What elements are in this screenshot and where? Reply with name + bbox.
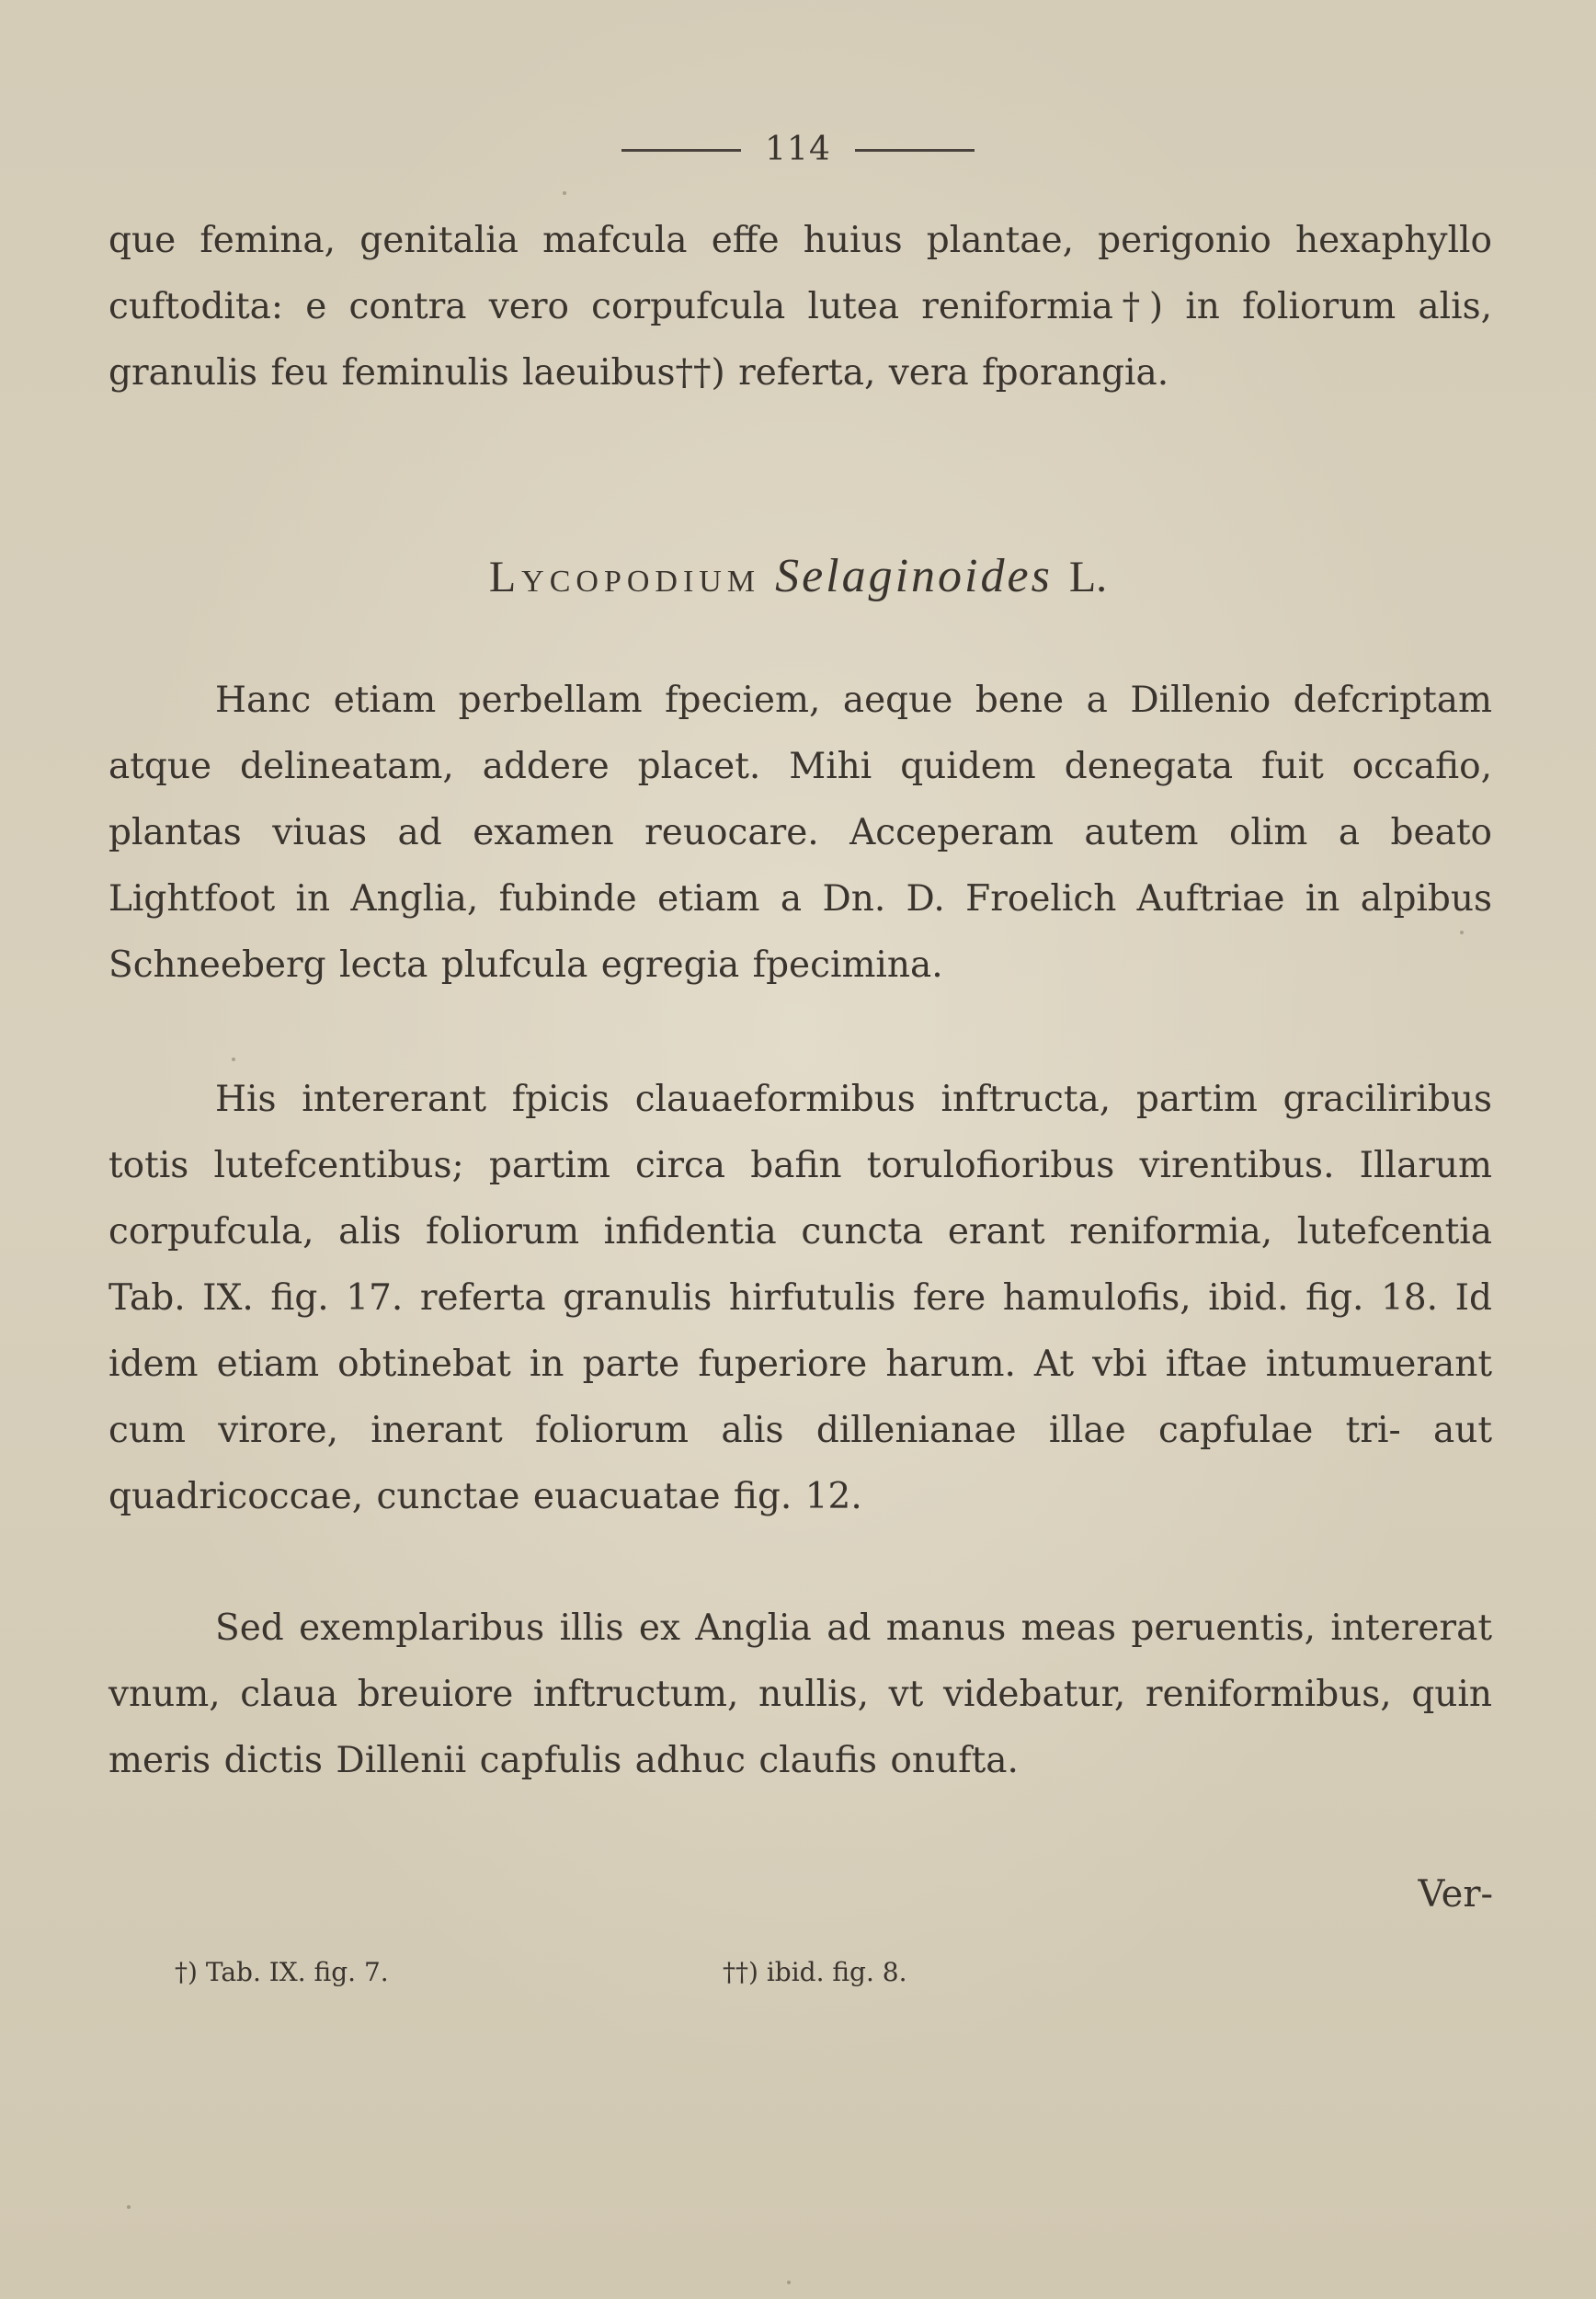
paper-speck (563, 191, 566, 195)
paper-speck (787, 2281, 791, 2284)
paragraph-text: Hanc etiam perbellam fpeciem, aeque bene a Dillenio defcriptam atque delineatam, addere placet. Mihi quidem denegata fuit occafio, plantas viuas ad examen reuocare. Acceperam autem olim a beato Lightfoot in Anglia, fubinde etiam a Dn. D. Froelich Auftriae in alpibus Schneeberg lecta plufcula egregia fpecimina. (108, 680, 1492, 986)
species-epithet: Selaginoides (775, 550, 1053, 602)
paragraph-sed (108, 1596, 1492, 1794)
paragraph-his (108, 1067, 1492, 1530)
header-rule-left (621, 149, 741, 152)
page-number: 114 (765, 131, 831, 168)
catchword: Ver- (1418, 1873, 1493, 1916)
paragraph-text: Sed exemplaribus illis ex Anglia ad manus meas peruentis, intererat vnum, claua breuiore inftructum, nullis, vt videbatur, reniformibus, quin meris dictis Dillenii capfulis adhuc claufis onufta. (108, 1607, 1492, 1781)
paragraph-continuation (108, 208, 1492, 406)
paper-speck (127, 2205, 131, 2209)
species-heading (0, 544, 1596, 610)
paragraph-hanc (108, 668, 1492, 999)
author-abbreviation: L. (1068, 553, 1108, 601)
paragraph-text: que femina, genitalia mafcula effe huius plantae, perigonio hexaphyllo cuftodita: e contra vero corpufcula lutea reniformia†) in foliorum alis, granulis feu feminulis laeuibus††) referta, vera fporangia. (108, 220, 1492, 394)
paper-speck (1460, 931, 1464, 934)
paper-speck (232, 1058, 235, 1061)
page-header (0, 129, 1596, 171)
genus-name: Lycopodium (488, 553, 761, 601)
footnote-2: ††) ibid. fig. 8. (723, 1957, 907, 1987)
footnote-1: †) Tab. IX. fig. 7. (175, 1957, 389, 1987)
paragraph-text: His intererant fpicis clauaeformibus inftructa, partim graciliribus totis lutefcentibus; partim circa bafin torulofioribus virentibus. Illarum corpufcula, alis foliorum infidentia cuncta erant reniformia, lutefcentia Tab. IX. fig. 17. referta granulis hirfutulis fere hamulofis, ibid. fig. 18. Id idem etiam obtinebat in parte fuperiore harum. At vbi iftae intumuerant cum virore, inerant foliorum alis dillenianae illae capfulae tri- aut quadricoccae, cunctae euacuatae fig. 12. (108, 1079, 1492, 1517)
header-rule-right (855, 149, 975, 152)
